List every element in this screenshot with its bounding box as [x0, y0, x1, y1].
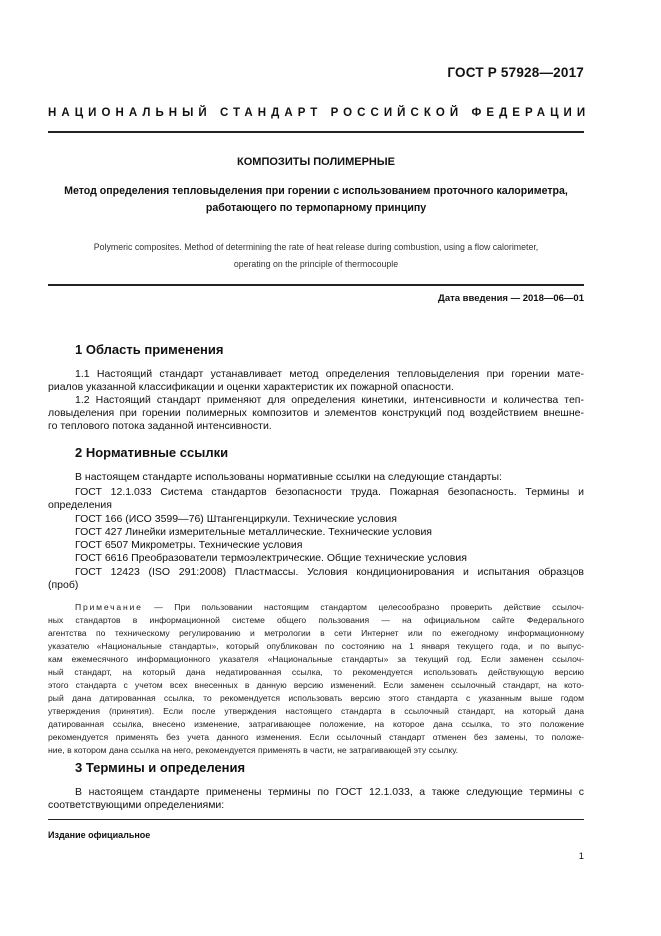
note-line: Примечание — При пользовании настоящим стандартом целесообразно проверить действие ссылоч-	[75, 602, 584, 612]
note-line: ние, в котором дана ссылка на него, рекомендуется применять в части, не затрагивающей эту ссылку.	[48, 745, 459, 755]
text-line: соответствующими определениями:	[48, 799, 225, 811]
english-title-line: Polymeric composites. Method of determining the rate of heat release during combustion, using a flow calorimeter,	[93, 242, 539, 252]
note-line: датированная ссылка, внесено изменение, затрагивающее положение, на которое дана ссылка, то это положение	[48, 719, 584, 729]
note-block	[48, 601, 584, 755]
intro-date: Дата введения — 2018—06—01	[438, 293, 584, 304]
reference-line: ГОСТ 12.1.033 Система стандартов безопасности труда. Пожарная безопасность. Термины и	[75, 486, 584, 498]
standard-title: КОМПОЗИТЫ ПОЛИМЕРНЫЕ	[237, 156, 395, 168]
section-1-heading: 1 Область применения	[75, 342, 224, 357]
note-line: агентства по техническому регулированию и метрологии в сети Интернет или по ежегодному информационному	[48, 628, 584, 638]
text-line: 1.2 Настоящий стандарт применяют для определения кинетики, интенсивности и количества теп-	[75, 394, 584, 406]
subtitle-line: работающего по термопарному принципу	[205, 202, 427, 214]
note-line: ных стандартов в информационной системе общего пользования — на официальном сайте Федерального	[48, 615, 584, 625]
section-3-heading: 3 Термины и определения	[75, 760, 246, 775]
text-line: 1.1 Настоящий стандарт устанавливает метод определения тепловыделения при горении мате-	[75, 368, 584, 380]
reference-line: ГОСТ 6616 Преобразователи термоэлектрические. Общие технические условия	[75, 552, 467, 564]
note-line: ный стандарт, на который дана недатированная ссылка, то рекомендуется использовать действующую версию	[48, 667, 584, 677]
note-line: этого стандарта с учетом всех внесенных в данную версию изменений. Если заменен ссылочный стандарт, на кото-	[48, 680, 584, 690]
reference-line: ГОСТ 166 (ИСО 3599—76) Штангенциркули. Технические условия	[75, 513, 397, 525]
text-line: В настоящем стандарте применены термины по ГОСТ 12.1.033, а также следующие термины с	[75, 786, 584, 798]
text-line: В настоящем стандарте использованы нормативные ссылки на следующие стандарты:	[75, 471, 502, 483]
note-line: рекомендуется применять без учета данного изменения. Если ссылочный стандарт отменен без замены, то положе-	[48, 732, 584, 742]
note-line: кам ежемесячного информационного указателя «Национальные стандарты» за текущий год. Если заменен ссылоч-	[48, 654, 584, 664]
text-line: ловыделения при горении полимерных композитов и элементов конструкций под воздействием внешне-	[48, 407, 584, 419]
english-title-line: operating on the principle of thermocouple	[233, 259, 399, 269]
subtitle-line: Метод определения тепловыделения при горении с использованием проточного калориметра,	[64, 185, 568, 197]
reference-line: ГОСТ 427 Линейки измерительные металлические. Технические условия	[75, 526, 432, 538]
footer-rule	[48, 819, 584, 820]
national-standard-banner: НАЦИОНАЛЬНЫЙ СТАНДАРТ РОССИЙСКОЙ ФЕДЕРАЦИИ	[48, 107, 591, 119]
reference-line: ГОСТ 12423 (ISO 291:2008) Пластмассы. Условия кондиционирования и испытания образцов	[75, 566, 584, 578]
text-line: риалов указанной классификации и оценки характеристик их пожарной опасности.	[48, 381, 454, 393]
header-rule	[48, 131, 584, 133]
note-line: указателю «Национальные стандарты», который опубликован по состоянию на 1 января текущего года, и по выпус-	[48, 641, 584, 651]
official-edition-label: Издание официальное	[48, 830, 151, 840]
section-2-heading: 2 Нормативные ссылки	[75, 445, 229, 460]
english-title	[48, 239, 584, 273]
reference-line: (проб)	[48, 579, 79, 591]
reference-line: определения	[48, 499, 112, 511]
page-number: 1	[578, 851, 584, 862]
document-code: ГОСТ Р 57928—2017	[447, 65, 584, 80]
title-rule	[48, 284, 584, 286]
note-line: рый дана датированная ссылка, то рекомендуется использовать версию этого стандарта с указанным выше годом	[48, 693, 584, 703]
note-line: утверждения (принятия). Если после утверждения настоящего стандарта в ссылочный стандарт, на который дана	[48, 706, 584, 716]
reference-line: ГОСТ 6507 Микрометры. Технические условия	[75, 539, 303, 551]
standard-subtitle	[48, 183, 584, 217]
text-line: го теплового потока заданной интенсивности.	[48, 420, 272, 432]
note-label: Примечание	[75, 602, 143, 612]
